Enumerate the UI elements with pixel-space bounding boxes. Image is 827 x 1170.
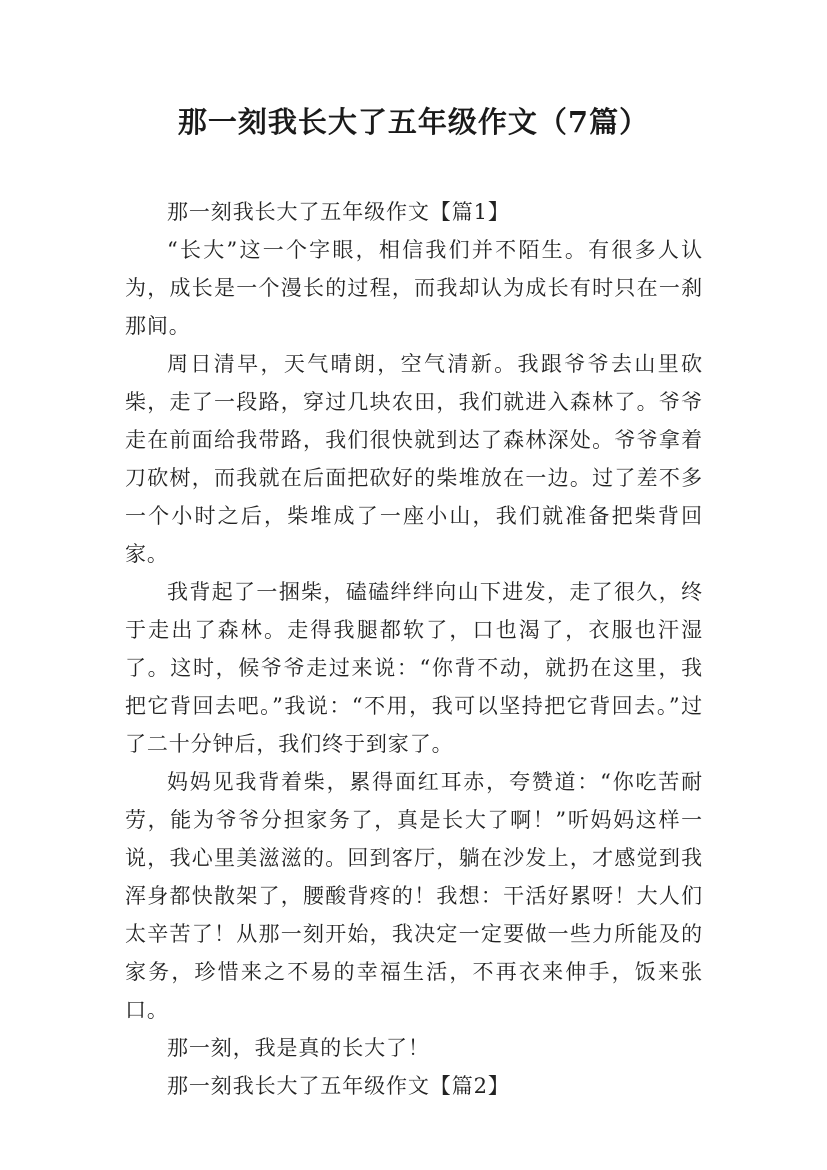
document-title: 那一刻我长大了五年级作文（7篇） [177,105,650,139]
document-body [125,193,703,1105]
paragraph-intro: “长大”这一个字眼，相信我们并不陌生。有很多人认为，成长是一个漫长的过程，而我却认为成长有时只在一刹那间。 [125,238,703,338]
paragraph-carry: 我背起了一捆柴，磕磕绊绊向山下进发，走了很久，终于走出了森林。走得我腿都软了，口也渴了，衣服也汗湿了。这时，候爷爷走过来说：“你背不动，就扔在这里，我把它背回去吧。”我说：“不用，我可以坚持把它背回去。”过了二十分钟后，我们终于到家了。 [125,580,703,756]
section-heading-2: 那一刻我长大了五年级作文【篇2】 [167,1074,510,1098]
paragraph-mother: 妈妈见我背着柴，累得面红耳赤，夸赞道：“你吃苦耐劳，能为爷爷分担家务了，真是长大了啊！”听妈妈这样一说，我心里美滋滋的。回到客厅，躺在沙发上，才感觉到我浑身都快散架了，腰酸背疼的！我想：干活好累呀！大人们太辛苦了！从那一刻开始，我决定一定要做一些力所能及的家务，珍惜来之不易的幸福生活，不再衣来伸手，饭来张口。 [125,770,703,1022]
paragraph-conclusion: 那一刻，我是真的长大了！ [167,1036,430,1060]
section-heading-1: 那一刻我长大了五年级作文【篇1】 [167,200,510,224]
paragraph-forest: 周日清早，天气晴朗，空气清新。我跟爷爷去山里砍柴，走了一段路，穿过几块农田，我们就进入森林了。爷爷走在前面给我带路，我们很快就到达了森林深处。爷爷拿着刀砍树，而我就在后面把砍好的柴堆放在一边。过了差不多一个小时之后，柴堆成了一座小山，我们就准备把柴背回家。 [125,352,703,566]
